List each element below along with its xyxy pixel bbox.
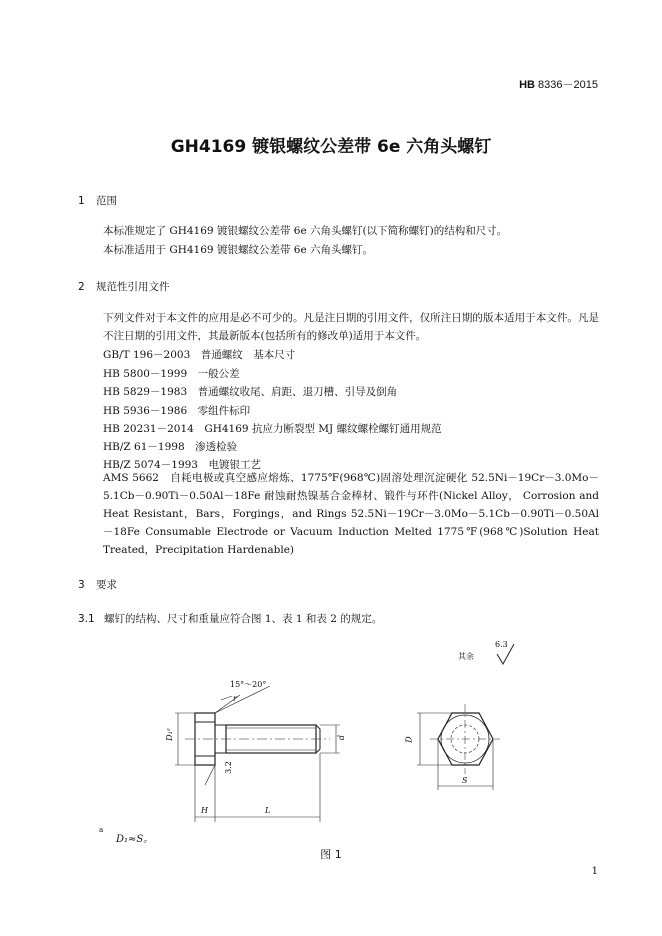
- roughness-rest-label: 其余: [458, 652, 474, 661]
- reference-item: HB 5829－1983 普通螺纹收尾、肩距、退刀槽、引导及倒角: [103, 386, 398, 398]
- page-number: 1: [591, 866, 598, 877]
- d1-dimension-label: D₁ᵃ: [164, 728, 174, 741]
- reference-item: HB 20231－2014 GH4169 抗应力断裂型 MJ 螺纹螺栓螺钉通用规范: [103, 423, 442, 435]
- radius-label: r: [233, 694, 237, 703]
- section-heading-requirements: 3 要求: [78, 579, 117, 591]
- scope-paragraph-1: 本标准规定了 GH4169 镀银螺纹公差带 6e 六角头螺钉(以下简称螺钉)的结构和尺寸。: [103, 225, 508, 237]
- scope-paragraph-2: 本标准适用于 GH4169 镀银螺纹公差带 6e 六角头螺钉。: [103, 244, 374, 256]
- reference-item: HB 5936－1986 零组件标印: [103, 405, 251, 417]
- references-intro-paragraph: 下列文件对于本文件的应用是必不可少的。凡是注日期的引用文件，仅所注日期的版本适用于本文件。凡是不注日期的引用文件，其最新版本(包括所有的修改单)适用于本文件。: [103, 312, 599, 342]
- section-heading-scope: 1 范围: [78, 195, 117, 207]
- reference-item: HB 5800－1999 一般公差: [103, 368, 240, 380]
- reference-item: HB/Z 5074－1993 电镀银工艺: [103, 459, 261, 471]
- footnote-mark: a: [99, 826, 104, 834]
- reference-item-ams: AMS 5662 自耗电极或真空感应熔炼、1775℉(968℃)固溶处理沉淀硬化 52.5Ni－19Cr－3.0Mo－5.1Cb－0.90Ti－0.50Al－18Fe 耐蚀耐热镍基合金棒材、锻件与环件(Nickel Alloy， Corrosion and Heat Resistant，Bars，Forgings，and Rings 52.5Ni－19Cr－3.0Mo－5.1Cb－0.90Ti－0.50Al－18Fe Consumable Electrode or Vacuum Induction Melted 1775℉(968℃)Solution Heat Treated，Precipitation Hardenable): [103, 472, 599, 556]
- document-title: GH4169 镀银螺纹公差带 6e 六角头螺钉: [170, 137, 492, 157]
- footnote-text: D₁≈S。: [116, 834, 154, 845]
- D-dimension-label: D: [404, 736, 414, 743]
- reference-item: HB/Z 61－1998 渗透检验: [103, 441, 238, 453]
- l-dimension-label: L: [265, 806, 271, 815]
- clause-3-1: 3.1 螺钉的结构、尺寸和重量应符合图 1、表 1 和表 2 的规定。: [78, 613, 383, 625]
- section-heading-normative-references: 2 规范性引用文件: [78, 281, 170, 293]
- d-dimension-label: d: [337, 734, 347, 741]
- reference-item: GB/T 196－2003 普通螺纹 基本尺寸: [103, 349, 296, 361]
- s-dimension-label: S: [462, 776, 468, 785]
- angle-label: 15°～20°: [230, 680, 267, 689]
- h-dimension-label: H: [201, 806, 208, 815]
- roughness-value: 6.3: [495, 640, 508, 649]
- figure-caption: 图 1: [320, 848, 342, 861]
- standard-code: HB 8336－2015: [519, 79, 598, 91]
- chamfer-label: 3.2: [223, 761, 233, 774]
